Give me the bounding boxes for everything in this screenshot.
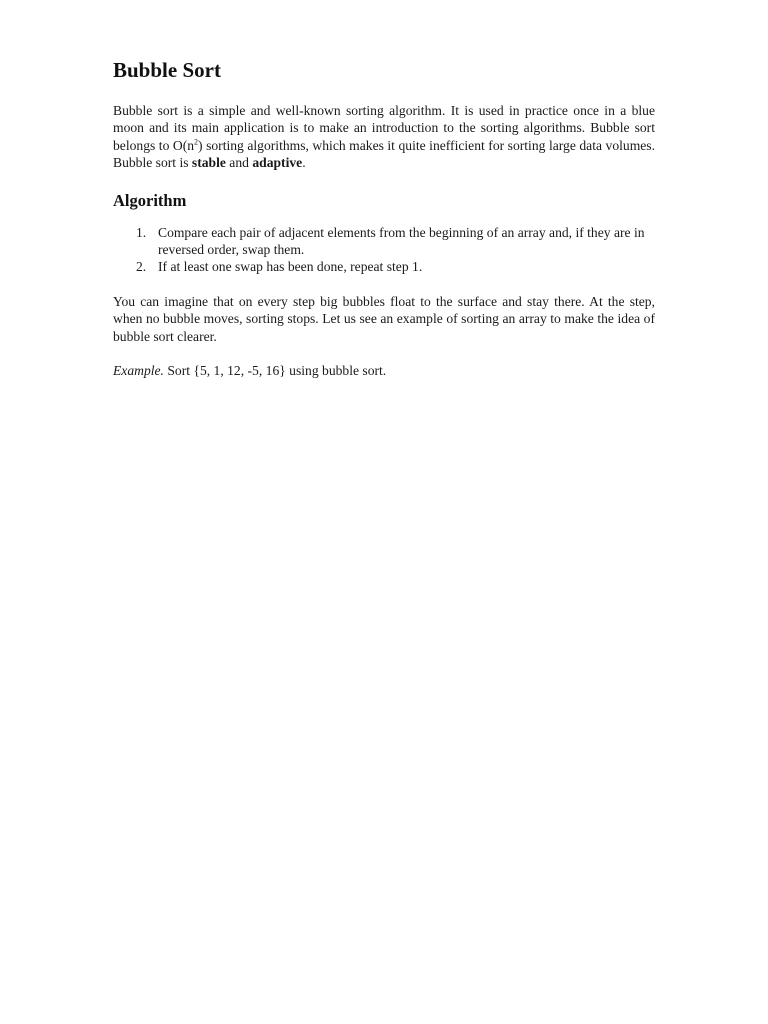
- algorithm-steps: [113, 224, 655, 276]
- list-item: [113, 224, 655, 259]
- exponent: 2: [194, 137, 199, 147]
- intro-and: and: [225, 155, 253, 171]
- example-label: Example.: [113, 363, 164, 379]
- step-text: Compare each pair of adjacent elements from the beginning of an array and, if they are in reversed order, swap them.: [158, 224, 645, 258]
- list-item: [113, 258, 655, 275]
- page-title: Bubble Sort: [113, 58, 221, 82]
- section-heading-algorithm: Algorithm: [113, 190, 187, 210]
- example-paragraph: [113, 362, 655, 379]
- step-number: 2.: [136, 259, 147, 275]
- intro-paragraph: [113, 102, 655, 172]
- document-page: [113, 56, 655, 396]
- example-text: Sort {5, 1, 12, -5, 16} using bubble sort.: [163, 363, 387, 379]
- step-text: If at least one swap has been done, repeat step 1.: [158, 259, 423, 275]
- adaptive-term: adaptive: [252, 155, 303, 171]
- intro-period: .: [302, 155, 306, 171]
- intro-text-middle: ) sorting algorithms, which makes it quite inefficient for sorting large data volumes. Bubble sort is: [113, 137, 655, 171]
- intro-text-start: Bubble sort is a simple and well-known sorting algorithm. It is used in practice once in a blue moon and its main application is to make an introduction to the sorting algorithms. Bubble sort belongs to O(n: [113, 103, 655, 153]
- step-number: 1.: [136, 224, 147, 240]
- stable-term: stable: [191, 155, 226, 171]
- bubbles-paragraph: You can imagine that on every step big bubbles float to the surface and stay there. At the step, when no bubble moves, sorting stops. Let us see an example of sorting an array to make the idea of bubble sort clearer.: [113, 293, 655, 344]
